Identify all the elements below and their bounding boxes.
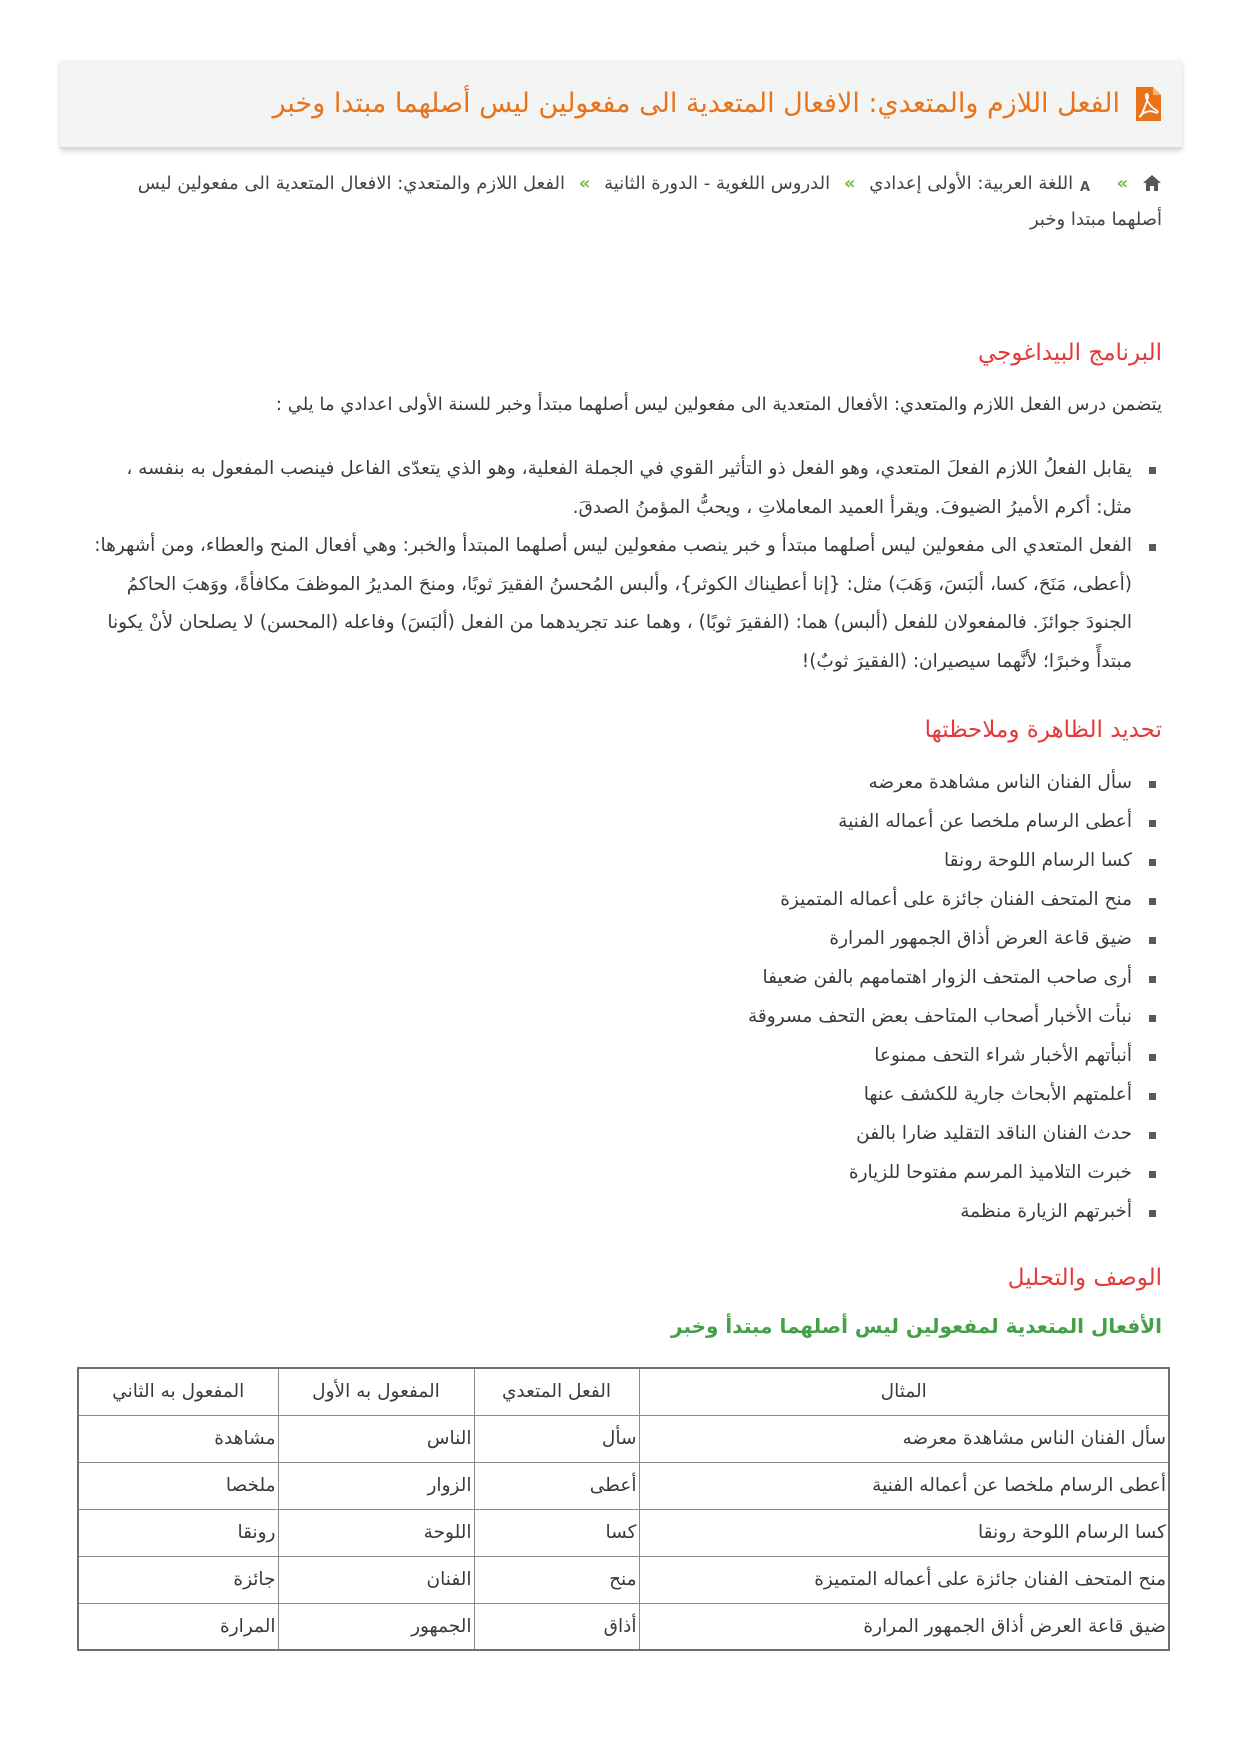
program-intro: يتضمن درس الفعل اللازم والمتعدي: الأفعال المتعدية الى مفعولين ليس أصلهما مبتدأ وخبر للسنة الأولى اعدادي ما يلي : [275, 394, 1162, 415]
list-item: أعطى الرسام ملخصا عن أعماله الفنية [748, 802, 1162, 841]
observation-list [748, 763, 1162, 1231]
analysis-subheading: الأفعال المتعدية لمفعولين ليس أصلهما مبتدأ وخبر [671, 1314, 1162, 1338]
page-title: الفعل اللازم والمتعدي: الافعال المتعدية الى مفعولين ليس أصلهما مبتدا وخبر [272, 88, 1120, 119]
table-row [78, 1509, 1169, 1556]
table-header-row [78, 1368, 1169, 1415]
table-cell: منح المتحف الفنان جائزة على أعماله المتميزة [639, 1556, 1169, 1603]
table-cell: الزوار [278, 1462, 474, 1509]
breadcrumb-item-arabic-first-prep[interactable]: اللغة العربية: الأولى إعدادي [869, 173, 1074, 194]
table-cell: ضيق قاعة العرض أذاق الجمهور المرارة [639, 1603, 1169, 1650]
list-item: خبرت التلاميذ المرسم مفتوحا للزيارة [748, 1153, 1162, 1192]
table-cell: الفنان [278, 1556, 474, 1603]
table-cell: أعطى [474, 1462, 639, 1509]
section-heading-program: البرنامج البيداغوجي [978, 340, 1162, 366]
list-item: منح المتحف الفنان جائزة على أعماله المتميزة [748, 880, 1162, 919]
table-cell: مشاهدة [78, 1415, 278, 1462]
list-item: أخبرتهم الزيارة منظمة [748, 1192, 1162, 1231]
home-icon[interactable] [1142, 174, 1162, 192]
breadcrumb-separator: » [843, 173, 856, 194]
program-bullets [92, 450, 1162, 681]
pdf-icon[interactable] [1134, 86, 1162, 122]
list-item: ضيق قاعة العرض أذاق الجمهور المرارة [748, 919, 1162, 958]
section-heading-observation: تحديد الظاهرة وملاحظتها [924, 717, 1162, 743]
table-cell: المرارة [78, 1603, 278, 1650]
breadcrumb-item-language-lessons[interactable]: الدروس اللغوية - الدورة الثانية [604, 173, 831, 194]
breadcrumb-separator: » [1116, 173, 1129, 194]
list-item: سأل الفنان الناس مشاهدة معرضه [748, 763, 1162, 802]
list-item: يقابل الفعلُ اللازم الفعلَ المتعدي، وهو الفعل ذو التأثير القوي في الجملة الفعلية، وهو الذي يتعدّى الفاعل فينصب المفعول به بنفسه ، مثل: أكرم الأميرُ الضيوفَ. ويقرأ العميد المعاملاتِ ، ويحبُّ المؤمنُ الصدقَ. [92, 450, 1162, 527]
analysis-table [77, 1367, 1170, 1651]
table-cell: أذاق [474, 1603, 639, 1650]
table-cell: كسا الرسام اللوحة رونقا [639, 1509, 1169, 1556]
list-item: أرى صاحب المتحف الزوار اهتمامهم بالفن ضعيفا [748, 958, 1162, 997]
list-item: الفعل المتعدي الى مفعولين ليس أصلهما مبتدأ و خبر ينصب مفعولين ليس أصلهما المبتدأ والخبر: وهي أفعال المنح والعطاء، ومن أشهرها: (أعطى، مَنَحَ، كسا، ألبَسَ، وَهَبَ) مثل: {إنا أعطيناك الكوثر}، وألبس المُحسنُ الفقيرَ ثوبًا، ومنحَ المديرُ الموظفَ مكافأةً، ووَهبَ الحاكمُ الجنودَ جوائزَ. فالمفعولان للفعل (ألبس) هما: (الفقيرَ ثوبًا) ، وهما عند تجريدهما من الفعل (ألبَسَ) وفاعله (المحسن) لا يصلحان لأنْ يكونا مبتدأً وخبرًا؛ لأنَّهما سيصيران: (الفقيرَ ثوبٌ)! [92, 527, 1162, 681]
table-cell: الناس [278, 1415, 474, 1462]
table-cell: منح [474, 1556, 639, 1603]
column-header-first-object: المفعول به الأول [278, 1368, 474, 1415]
table-cell: الجمهور [278, 1603, 474, 1650]
list-item: كسا الرسام اللوحة رونقا [748, 841, 1162, 880]
breadcrumb-item-current: الفعل اللازم والمتعدي: الافعال المتعدية الى مفعولين ليس أصلهما مبتدا وخبر [137, 173, 1162, 230]
svg-text:A: A [1079, 180, 1090, 192]
table-row [78, 1415, 1169, 1462]
column-header-second-object: المفعول به الثاني [78, 1368, 278, 1415]
section-heading-analysis: الوصف والتحليل [1007, 1265, 1162, 1291]
table-cell: كسا [474, 1509, 639, 1556]
page-header [60, 60, 1182, 148]
table-cell: سأل [474, 1415, 639, 1462]
breadcrumb [112, 166, 1162, 238]
column-header-example: المثال [639, 1368, 1169, 1415]
list-item: حدث الفنان الناقد التقليد ضارا بالفن [748, 1114, 1162, 1153]
list-item: أعلمتهم الأبحاث جارية للكشف عنها [748, 1075, 1162, 1114]
table-cell: رونقا [78, 1509, 278, 1556]
table-cell: جائزة [78, 1556, 278, 1603]
table-row [78, 1603, 1169, 1650]
list-item: نبأت الأخبار أصحاب المتاحف بعض التحف مسروقة [748, 997, 1162, 1036]
table-cell: أعطى الرسام ملخصا عن أعماله الفنية [639, 1462, 1169, 1509]
table-cell: سأل الفنان الناس مشاهدة معرضه [639, 1415, 1169, 1462]
breadcrumb-separator: » [578, 173, 591, 194]
table-row [78, 1556, 1169, 1603]
column-header-verb: الفعل المتعدي [474, 1368, 639, 1415]
table-cell: اللوحة [278, 1509, 474, 1556]
translate-icon [1079, 172, 1103, 192]
table-cell: ملخصا [78, 1462, 278, 1509]
list-item: أنبأتهم الأخبار شراء التحف ممنوعا [748, 1036, 1162, 1075]
table-row [78, 1462, 1169, 1509]
